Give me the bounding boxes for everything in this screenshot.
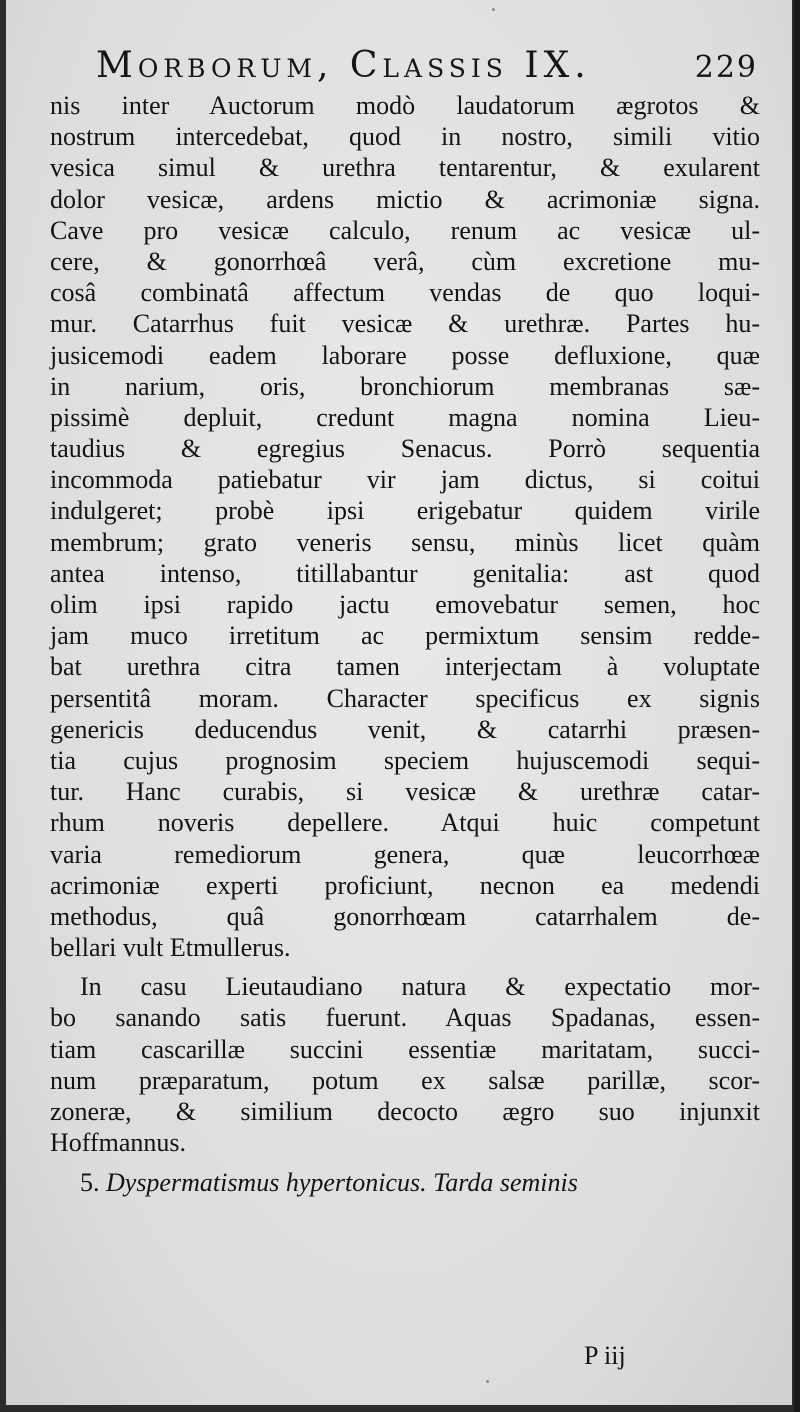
paper-speck	[492, 8, 495, 11]
paragraph-gap	[50, 963, 760, 971]
section-continuation: Tarda seminis	[433, 1168, 578, 1198]
text-line: vesica simul & urethra tentarentur, & exularent	[50, 153, 760, 183]
text-line: tia cujus prognosim speciem hujuscemodi sequi-	[50, 745, 760, 775]
text-line: bo sanando satis fuerunt. Aquas Spadanas, essen-	[50, 1003, 760, 1033]
text-line: jam muco irretitum ac permixtum sensim redde-	[50, 621, 760, 651]
text-line: rhum noveris depellere. Atqui huic competunt	[50, 808, 760, 838]
text-line: genericis deducendus venit, & catarrhi præsen-	[50, 714, 760, 744]
text-line: tur. Hanc curabis, si vesicæ & urethræ catar-	[50, 777, 760, 807]
paper-speck	[486, 1380, 489, 1383]
signature-mark: P iij	[584, 1341, 626, 1370]
text-line: dolor vesicæ, ardens mictio & acrimoniæ signa.	[50, 184, 760, 214]
text-line: bellari vult Etmullerus.	[50, 933, 291, 963]
paragraph-2	[50, 971, 760, 1158]
text-line: tiam cascarillæ succini essentiæ maritatam, succi-	[50, 1034, 760, 1064]
text-line: varia remediorum genera, quæ leucorrhœæ	[50, 839, 760, 869]
text-line: antea intenso, titillabantur genitalia: ast quod	[50, 558, 760, 588]
text-line: methodus, quâ gonorrhœam catarrhalem de-	[50, 901, 760, 931]
text-line: Cave pro vesicæ calculo, renum ac vesicæ ul-	[50, 215, 760, 245]
page-number: 229	[694, 50, 758, 85]
text-line: acrimoniæ experti proficiunt, necnon ea medendi	[50, 870, 760, 900]
section-heading	[50, 1166, 760, 1200]
book-page	[6, 0, 792, 1405]
text-line: cere, & gonorrhœâ verâ, cùm excretione mu-	[50, 246, 760, 276]
text-line: taudius & egregius Senacus. Porrò sequentia	[50, 434, 760, 464]
text-line: nostrum intercedebat, quod in nostro, simili vitio	[50, 122, 760, 152]
text-line: persentitâ moram. Character specificus ex signis	[50, 683, 760, 713]
text-line: jusicemodi eadem laborare posse defluxione, quæ	[50, 340, 760, 370]
text-line: bat urethra citra tamen interjectam à voluptate	[50, 652, 760, 682]
text-line: in narium, oris, bronchiorum membranas sæ-	[50, 371, 760, 401]
text-line: zoneræ, & similium decocto ægro suo injunxit	[50, 1097, 760, 1126]
text-line: mur. Catarrhus fuit vesicæ & urethræ. Partes hu-	[50, 309, 760, 339]
text-line: Hoffmannus.	[50, 1128, 187, 1158]
page-body	[50, 90, 760, 1200]
text-line: In casu Lieutaudiano natura & expectatio mor-	[80, 972, 760, 1002]
paragraph-1	[50, 90, 760, 963]
section-title: Dyspermatismus hypertonicus.	[106, 1168, 427, 1198]
text-line: nis inter Auctorum modò laudatorum ægrotos &	[50, 91, 760, 120]
text-line: pissimè depluit, credunt magna nomina Lieu-	[50, 402, 760, 432]
section-number: 5.	[80, 1168, 100, 1198]
running-title: Morborum, Classis IX.	[96, 45, 591, 86]
page-edge-shadow	[794, 0, 800, 1412]
text-line: cosâ combinatâ affectum vendas de quo loqui-	[50, 278, 760, 308]
text-line: membrum; grato veneris sensu, minùs licet quàm	[50, 527, 760, 557]
paragraph-gap	[50, 1158, 760, 1166]
text-line: indulgeret; probè ipsi erigebatur quidem virile	[50, 496, 760, 526]
text-line: incommoda patiebatur vir jam dictus, si coitui	[50, 465, 760, 495]
page-header	[50, 40, 760, 90]
text-line: num præparatum, potum ex salsæ parillæ, scor-	[50, 1065, 760, 1095]
text-line: olim ipsi rapido jactu emovebatur semen, hoc	[50, 590, 760, 619]
